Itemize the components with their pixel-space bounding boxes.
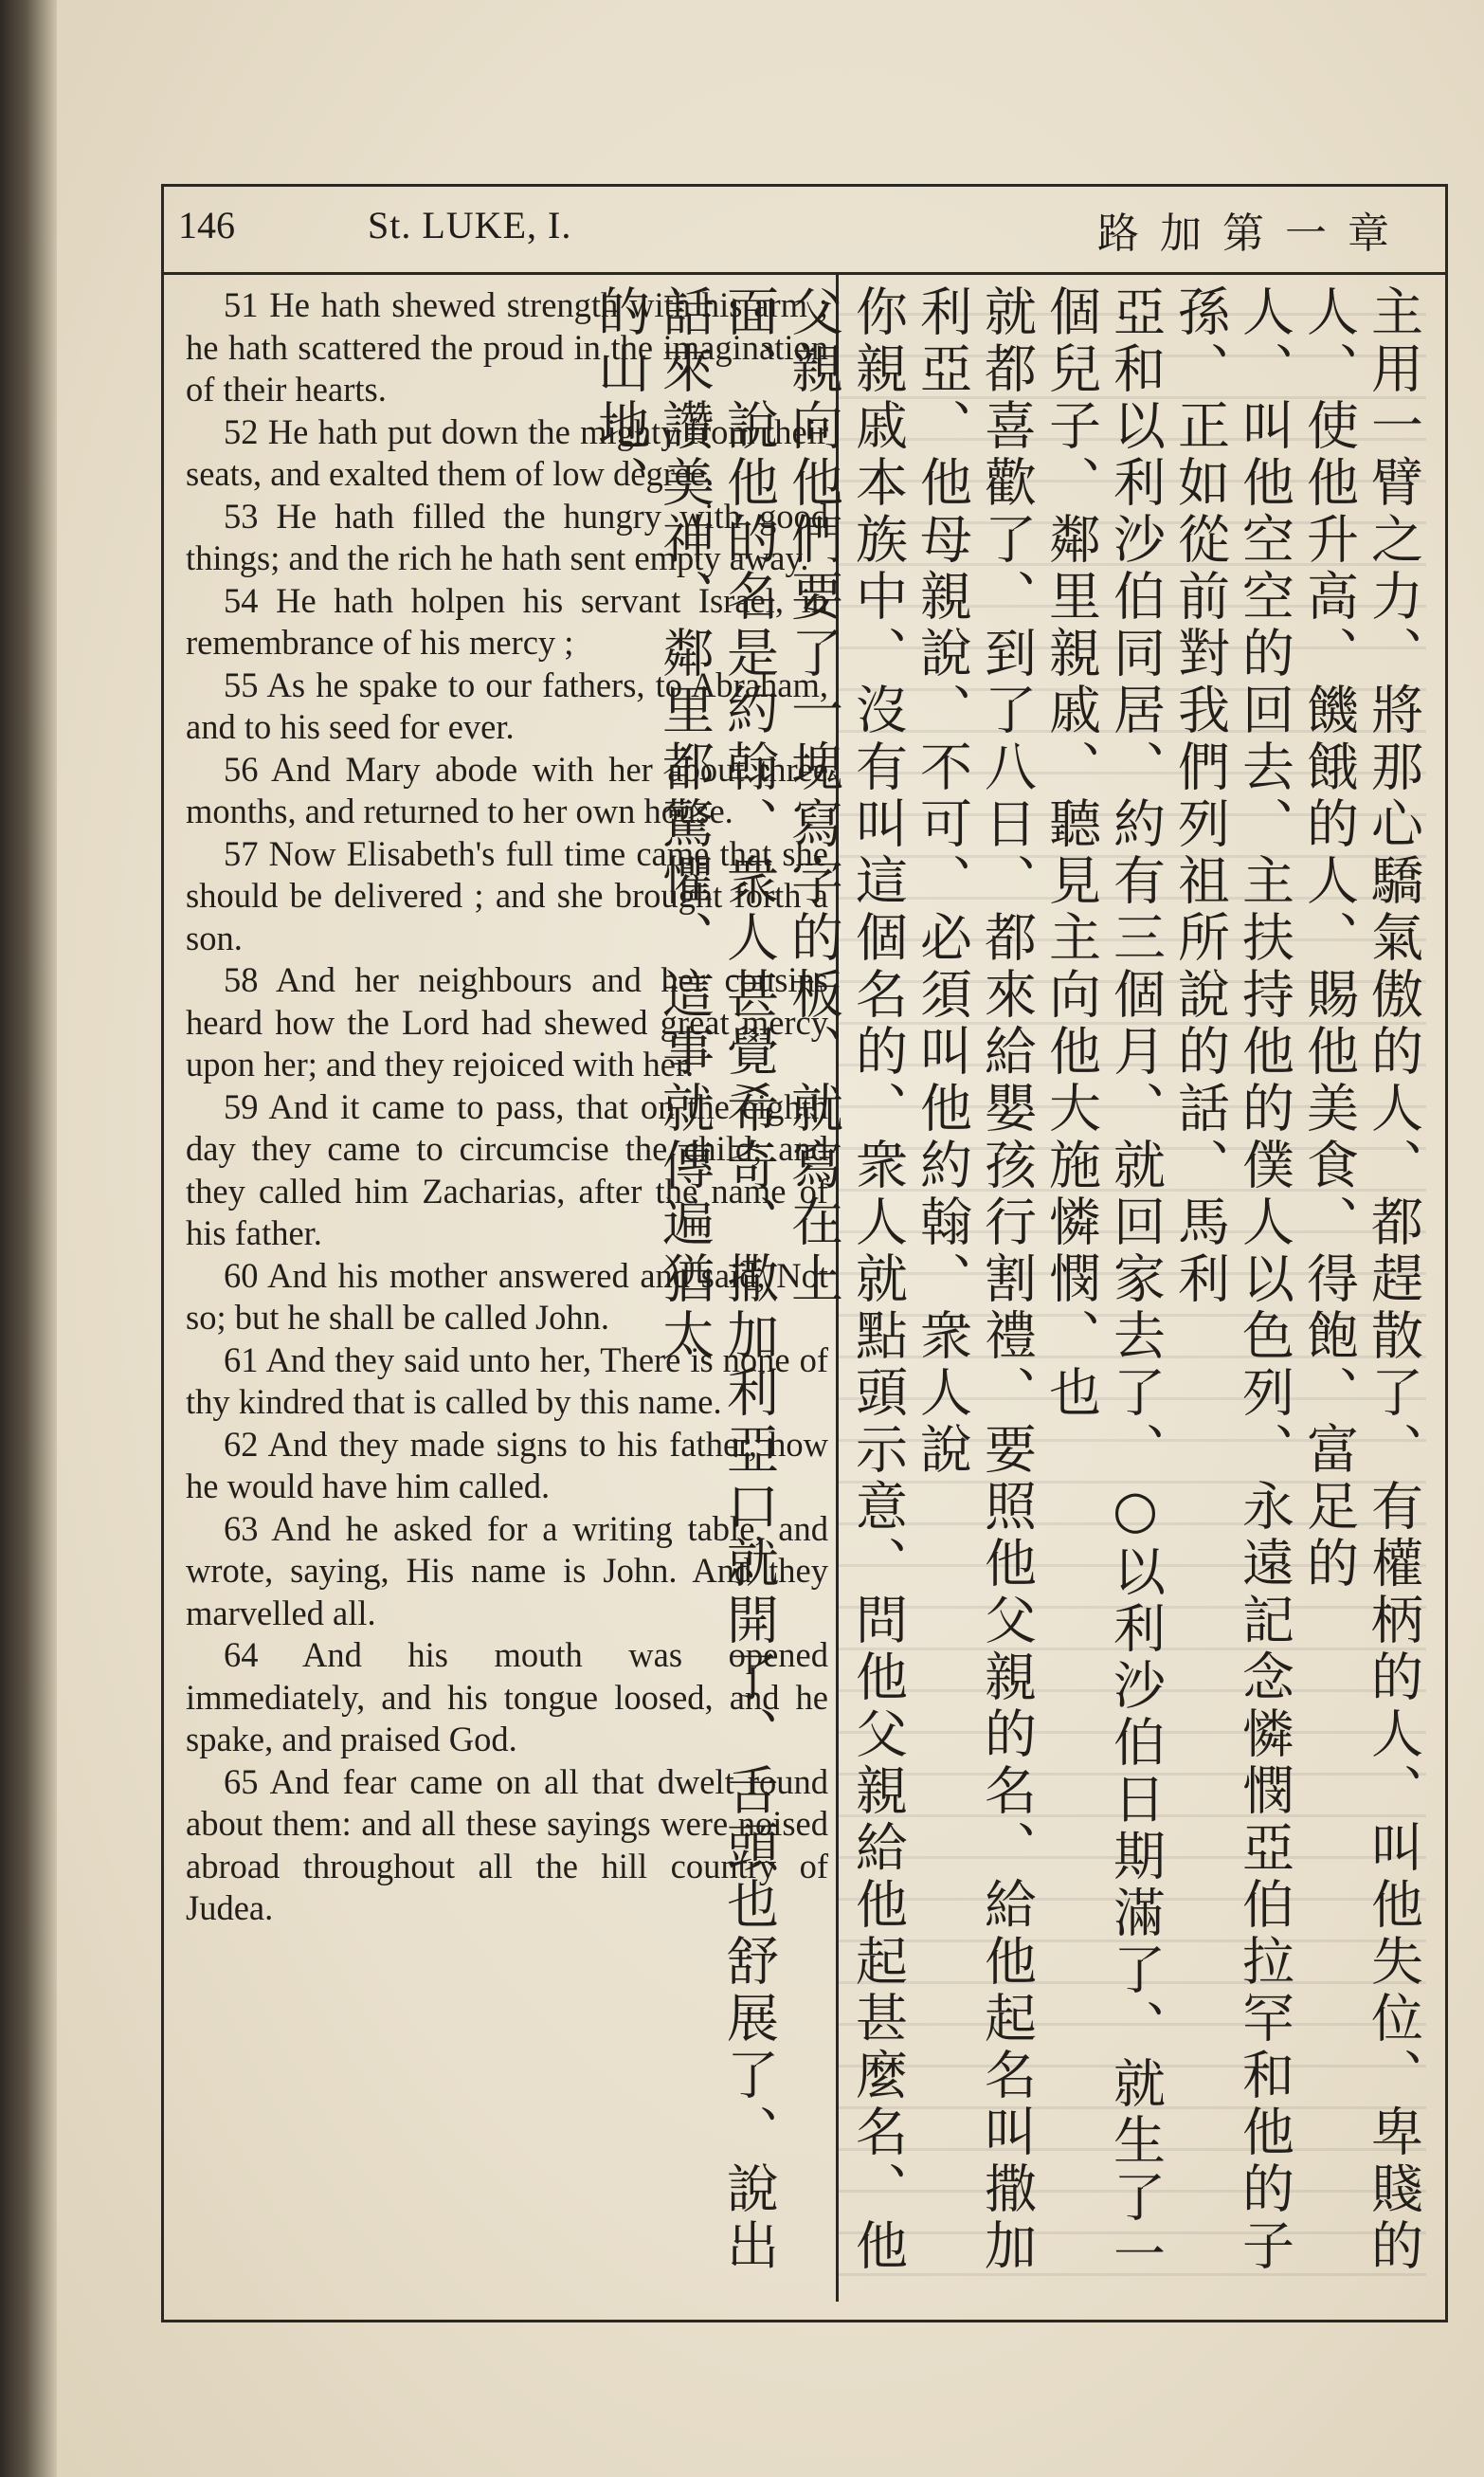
- verse-64: 64 And his mouth was opened immediately, and his tongue loosed, and he spake, and praised God.: [186, 1635, 828, 1758]
- verse-62: 62 And they made signs to his father, how he would have him called.: [186, 1424, 828, 1505]
- chinese-column: [589, 284, 1425, 2299]
- chinese-line-1: 主用一臂之力、將那心驕氣傲的人、都趕散了、有權柄的人、叫他失位、卑賤的人、使他升高、饑餓的人、賜他美食、得飽、富足的: [1298, 284, 1423, 2275]
- chinese-line-4: 就都喜歡了、到了八日、都來給嬰孩行割禮、要照他父親的名、給他起名叫撒加利亞、他母親說、不可、必須叫他約翰、衆人說: [912, 284, 1037, 2275]
- verse-59: 59 And it came to pass, that on the eighth day they came to circumcise the child; and they called him Zacharias, after the name of his father.: [186, 1086, 828, 1252]
- verse-63: 63 And he asked for a writing table, and wrote, saying, His name is John. And they marvelled all.: [186, 1508, 828, 1632]
- running-head-chinese: 路加第一章: [1097, 209, 1410, 258]
- chinese-line-2: 人、叫他空空的回去、主扶持他的僕人以色列、永遠記念憐憫亞伯拉罕和他的子孫、正如從前對我們列祖所說的話、馬利: [1169, 284, 1294, 2275]
- page-header: [161, 184, 1448, 275]
- chinese-line-3: 亞和以利沙伯同居、約有三個月、就回家去了、○以利沙伯日期滿了、就生了一個兒子、鄰里親戚、聽見主向他大施憐憫、也: [1041, 284, 1166, 2284]
- verse-65: 65 And fear came on all that dwelt round about them: and all these sayings were noised abroad throughout all the hill country of Judea.: [186, 1761, 828, 1927]
- verse-51: 51 He hath shewed strength with his arm ; he hath scattered the proud in the imagination of their hearts.: [186, 285, 828, 409]
- chinese-line-7: 的山地、: [589, 284, 650, 512]
- verse-52: 52 He hath put down the mighty from their seats, and exalted them of low degree.: [186, 411, 828, 493]
- verse-60: 60 And his mother answered and said, Not so; but he shall be called John.: [186, 1255, 828, 1337]
- verse-57: 57 Now Elisabeth's full time came that she should be delivered ; and she brought forth a son.: [186, 833, 828, 957]
- running-head-english: St. LUKE, I.: [368, 204, 572, 246]
- page-number: 146: [178, 204, 235, 246]
- verse-55: 55 As he spake to our fathers, to Abraham, and to his seed for ever.: [186, 665, 828, 746]
- book-binding-edge: [0, 0, 57, 2477]
- verse-61: 61 And they said unto her, There is none of thy kindred that is called by this name.: [186, 1339, 828, 1421]
- verse-58: 58 And her neighbours and her cousins heard how the Lord had shewed great mercy upon her; and they rejoiced with her.: [186, 960, 828, 1084]
- verse-53: 53 He hath filled the hungry with good things; and the rich he hath sent empty away.: [186, 496, 828, 577]
- verse-54: 54 He hath holpen his servant Israel, in remembrance of his mercy ;: [186, 580, 828, 662]
- chinese-line-5: 你親戚本族中、沒有叫這個名的、衆人就點頭示意、問他父親給他起甚麼名、他父親向他們要了一塊寫字的板、就寫在上: [783, 284, 908, 2275]
- chinese-line-6: 面、說他的名是約翰、衆人甚覺希奇、撒加利亞口就開了、舌頭也舒展了、說出話來讚美神、鄰里都驚懼、這事就傳遍猶太: [654, 284, 779, 2275]
- verse-56: 56 And Mary abode with her about three months, and returned to her own house.: [186, 749, 828, 830]
